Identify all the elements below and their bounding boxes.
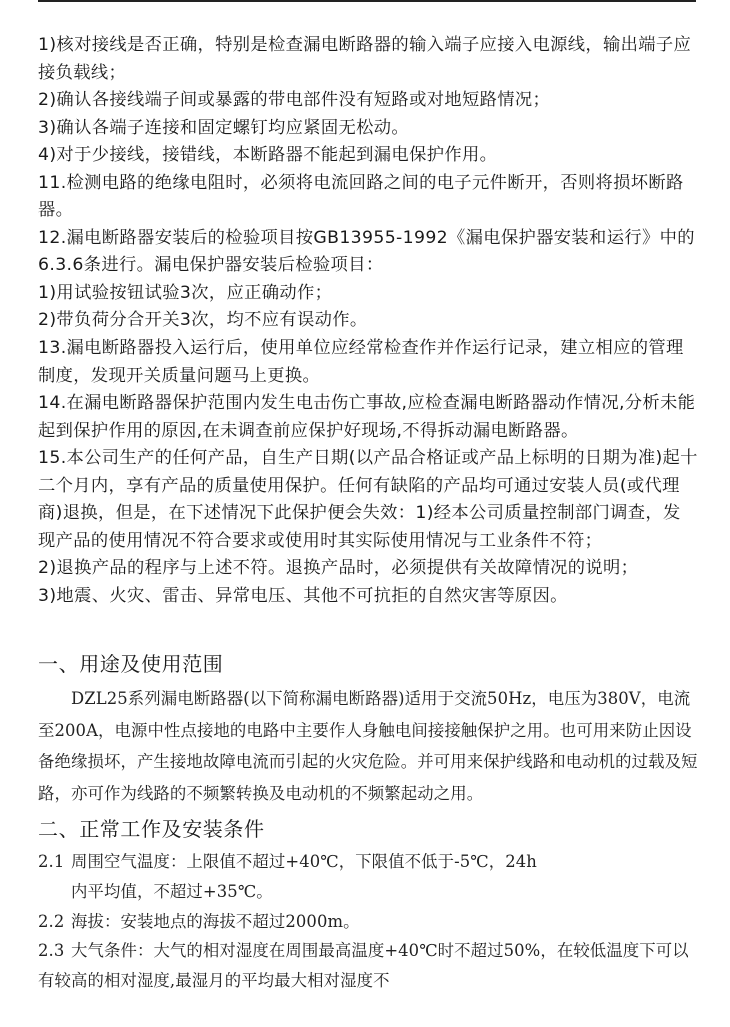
- section-1-body: [38, 683, 700, 809]
- list-item: 3)确认各端子连接和固定螺钉均应紧固无松动。: [38, 117, 410, 138]
- list-item: 12.漏电断路器安装后的检验项目按GB13955-1992《漏电保护器安装和运行》中的6.3.6条进行。漏电保护器安装后检验项目：: [38, 227, 695, 276]
- item-text: 周围空气温度：上限值不超过+40℃，下限值不低于-5℃，24h: [71, 852, 537, 871]
- list-item: 4)对于少接线，接错线，本断路器不能起到漏电保护作用。: [38, 145, 498, 166]
- list-item: 3)地震、火灾、雷击、异常电压、其他不可抗拒的自然灾害等原因。: [38, 585, 568, 606]
- item-number: 2.1: [38, 852, 65, 871]
- item-number: 2.2: [38, 911, 65, 931]
- list-item: 1)用试验按钮试验3次，应正确动作；: [38, 282, 333, 303]
- list-item: 14.在漏电断路器保护范围内发生电击伤亡事故,应检查漏电断路器动作情况,分析未能起到保护作用的原因,在未调查前应保护好现场,不得拆动漏电断路器。: [38, 393, 696, 441]
- item-number: 2.3: [38, 941, 65, 961]
- section-2-heading: 二、正常工作及安装条件: [38, 817, 265, 841]
- section-1-heading: 一、用途及使用范围: [38, 652, 224, 676]
- list-item: 2)确认各接线端子间或暴露的带电部件没有短路或对地短路情况；: [38, 90, 551, 111]
- section-2-body: [38, 847, 700, 996]
- item-text: 大气条件：大气的相对湿度在周围最高温度+40℃时不超过50%，在较低温度下可以有较高的相对湿度,最湿月的平均最大相对湿度不: [38, 941, 689, 991]
- list-item: 2)退换产品的程序与上述不符。退换产品时，必须提供有关故障情况的说明；: [38, 558, 639, 579]
- condition-item-2-3: [38, 936, 700, 996]
- section-1-paragraph: DZL25系列漏电断路器(以下简称漏电断路器)适用于交流50Hz，电压为380V，电流至200A，电源中性点接地的电路中主要作人身触电间接接触保护之用。也可用来防止因设备绝缘损坏，产生接地故障电流而引起的火灾危险。并可用来保护线路和电动机的过载及短路，亦可作为线路的不频繁转换及电动机的不频繁起动之用。: [38, 689, 698, 803]
- top-rule: [38, 0, 696, 2]
- list-item: 13.漏电断路器投入运行后，使用单位应经常检查作并作运行记录，建立相应的管理制度，发现开关质量问题马上更换。: [38, 338, 684, 386]
- list-item: 11.检测电路的绝缘电阻时，必须将电流回路之间的电子元件断开，否则将损坏断路器。: [38, 172, 684, 221]
- instruction-list: [38, 32, 698, 610]
- list-item: 1)核对接线是否正确，特别是检查漏电断路器的输入端子应接入电源线，输出端子应接负载线；: [38, 35, 692, 83]
- list-item: 2)带负荷分合开关3次，均不应有误动作。: [38, 310, 368, 331]
- condition-item-2-2: [38, 907, 700, 937]
- item-text: 海拔：安装地点的海拔不超过2000m。: [71, 911, 360, 931]
- list-item: 15.本公司生产的任何产品，自生产日期(以产品合格证或产品上标明的日期为准)起十二个月内，享有产品的质量使用保护。任何有缺陷的产品均可通过安装人员(或代理商)退换，但是，在下述情况下此保护便会失效：1)经本公司质量控制部门调查，发现产品的使用情况不符合要求或使用时其实际使用情况与工业条件不符；: [38, 448, 698, 551]
- condition-item-2-1: [38, 847, 700, 877]
- condition-item-2-1-continued: 内平均值，不超过+35℃。: [71, 881, 273, 901]
